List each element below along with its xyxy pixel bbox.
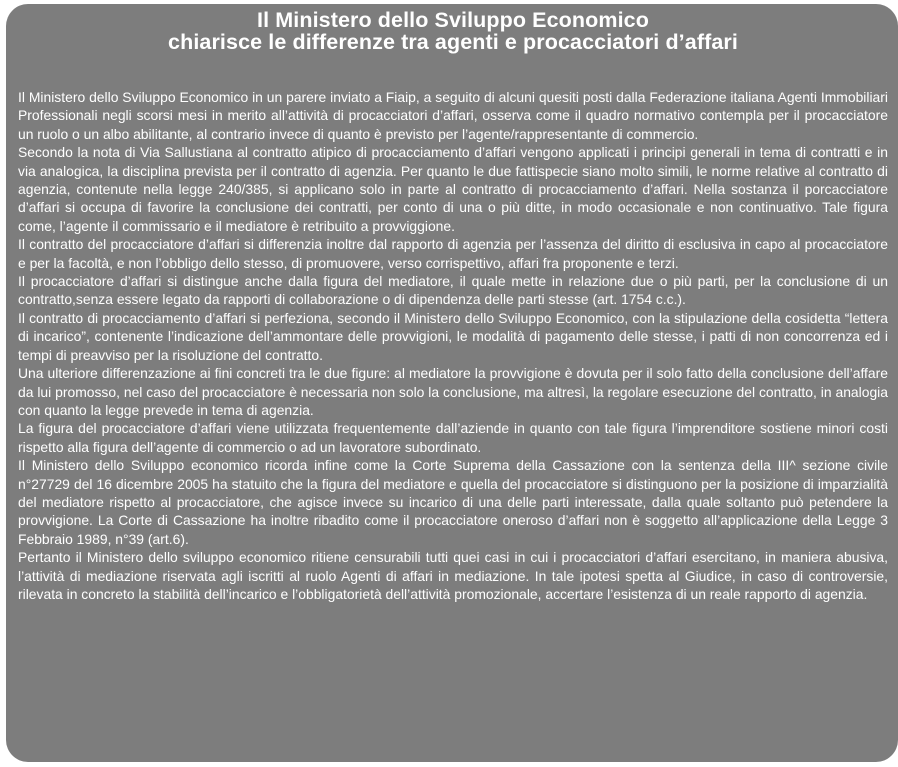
paragraph: Il contratto del procacciatore d’affari si differenzia inoltre dal rapporto di agenzia per l’assenza del diritto di esclusiva in capo al procacciatore e per la facoltà, e non l’obbligo dello stesso, di promuovere, verso corrispettivo, affari fra proponente e terzi.: [18, 236, 888, 271]
article-title: [18, 9, 888, 53]
paragraph: La figura del procacciatore d’affari viene utilizzata frequentemente dall’aziende in quanto con tale figura l’imprenditore sostiene minori costi rispetto alla figura dell’agente di commercio o ad un lavoratore subordinato.: [18, 420, 888, 455]
paragraph: Il procacciatore d’affari si distingue anche dalla figura del mediatore, il quale mette in relazione due o più parti, per la conclusione di un contratto,senza essere legato da rapporti di collaborazione o di dipendenza delle parti stesse (art. 1754 c.c.).: [18, 273, 888, 308]
title-line-1: Il Ministero dello Sviluppo Economico: [257, 8, 649, 32]
paragraph: Il Ministero dello Sviluppo Economico in un parere inviato a Fiaip, a seguito di alcuni quesiti posti dalla Federazione italiana Agenti Immobiliari Professionali negli scorsi mesi in merito all’attività di procacciatori d’affari, osserva come il quadro normativo contempla per il procacciatore un ruolo o un albo abilitante, al contrario invece di quanto è previsto per l’agente/rappresentante di commercio.: [18, 89, 888, 142]
article-body: [18, 88, 888, 603]
title-line-2: chiarisce le differenze tra agenti e procacciatori d’affari: [168, 30, 738, 54]
paragraph: Secondo la nota di Via Sallustiana al contratto atipico di procacciamento d’affari vengono applicati i principi generali in tema di contratti e in via analogica, la disciplina prevista per il contratto di agenzia. Per quanto le due fattispecie siano molto simili, le norme relative al contratto di agenzia, contenute nella legge 240/385, si applicano solo in parte al contratto di procacciamento d’affari. Nella sostanza il porcacciatore d’affari si occupa di favorire la conclusione dei contratti, per conto di una o più ditte, in modo occasionale e non continuativo. Tale figura come, l’agente il commissario e il mediatore è retribuito a provviggione.: [18, 144, 888, 234]
article-panel: [6, 4, 898, 762]
paragraph: Pertanto il Ministero dello sviluppo economico ritiene censurabili tutti quei casi in cui i procacciatori d’affari esercitano, in maniera abusiva, l’attività di mediazione riservata agli iscritti al ruolo Agenti di affari in mediazione. In tale ipotesi spetta al Giudice, in caso di controversie, rilevata in concreto la stabilità dell’incarico e l’obbligatorietà dell’attività promozionale, accertare l’esistenza di un reale rapporto di agenzia.: [18, 549, 888, 602]
paragraph: Il Ministero dello Sviluppo economico ricorda infine come la Corte Suprema della Cassazione con la sentenza della III^ sezione civile n°27729 del 16 dicembre 2005 ha statuito che la figura del mediatore e quella del procacciatore si distinguono per la posizione di imparzialità del mediatore rispetto al procacciatore, che agisce invece su incarico di una delle parti interessate, dalla quale soltanto può petendere la provvigione. La Corte di Cassazione ha inoltre ribadito come il procacciatore oneroso d’affari non è soggetto all’applicazione della Legge 3 Febbraio 1989, n°39 (art.6).: [18, 457, 888, 547]
paragraph: Il contratto di procacciamento d’affari si perfeziona, secondo il Ministero dello Sviluppo Economico, con la stipulazione della cosidetta “lettera di incarico”, contenente l’indicazione dell’ammontare delle provvigioni, le modalità di pagamento delle stesse, i patti di non concorrenza ed i tempi di preavviso per la risoluzione del contratto.: [18, 309, 888, 363]
paragraph: Una ulteriore differenzazione ai fini concreti tra le due figure: al mediatore la provvigione è dovuta per il solo fatto della conclusione dell’affare da lui promosso, nel caso del procacciatore è necessaria non solo la conclusione, ma altresì, la regolare esecuzione del contratto, in analogia con quanto la legge prevede in tema di agenzia.: [18, 365, 888, 418]
